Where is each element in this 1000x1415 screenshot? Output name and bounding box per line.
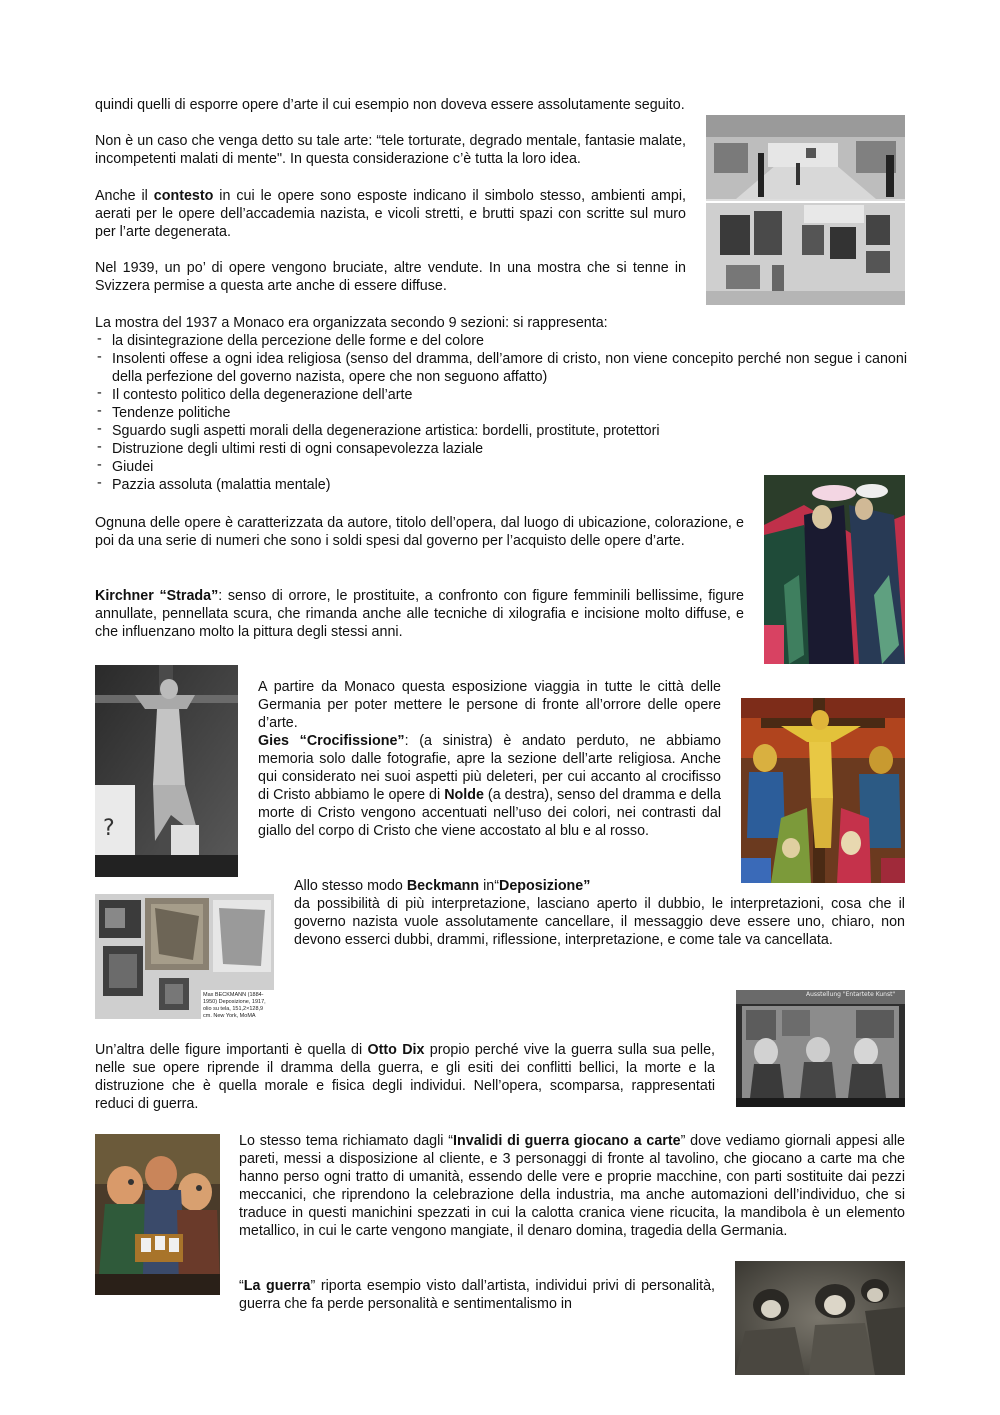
paragraph-1: quindi quelli di esporre opere d’arte il cui esempio non doveva essere assolutamente seguito. [95,97,685,113]
paragraph-beckmann-2: da possibilità di più interpretazione, lasciano aperto il dubbio, le interpretazioni, cosa che il governo nazista vuole assolutamente cancellare, il messaggio deve essere uno, chiaro, non devono esserci dubbi, drammi, riflessione, interpretazione, e come tale va cancellata. [294,896,905,948]
title-kirchner: Kirchner “Strada” [95,588,219,604]
list-item: - Distruzione degli ultimi resti di ogni consapevolezza laziale [95,440,907,458]
list-item: - Pazzia assoluta (malattia mentale) [95,476,907,494]
paragraph-beckmann-1: Allo stesso modo Beckmann in“Deposizione” [294,878,591,894]
keyword-contesto: contesto [153,188,214,204]
keyword-nolde: Nolde [444,787,484,803]
title-deposizione: Deposizione” [499,878,591,894]
otto-dix-reduci-photo [736,990,905,1107]
paragraph-la-guerra: “La guerra” riporta esempio visto dall’artista, individui privi di personalità, guerra che fa perde personalità e sentimentalismo in [239,1278,715,1312]
paragraph-1939: Nel 1939, un po’ di opere vengono bruciate, altre vendute. In una mostra che si tenne in Svizzera permise a questa arte anche di essere diffuse. [95,260,686,294]
title-gies: Gies “Crocifissione” [258,733,405,749]
paragraph-otto-dix: Un’altra delle figure importanti è quella di Otto Dix propio perché vive la guerra sulla sua pelle, nelle sue opere riprende il dramma della guerra, e gli esiti dei conflitti bellici, la morte e la distruzione che è quella morale e fisica degli individui. Nell’opera, scomparsa, rappresentati reduci di guerra. [95,1042,715,1112]
kirchner-strada-painting [764,475,905,664]
title-la-guerra: La guerra [243,1278,311,1294]
list-item: - la disintegrazione della percezione delle forme e del colore [95,332,907,350]
paragraph-monaco: A partire da Monaco questa esposizione viaggia in tutte le città delle Germania per poter mettere le persone di fronte all’orrore delle opere d’arte. [258,679,721,731]
paragraph-opere: Ognuna delle opere è caratterizzata da autore, titolo dell’opera, dal luogo di ubicazione, colorazione, e poi da una serie di numeri che sono i soldi spesi dal governo per l’acquisto delle opere d’arte. [95,515,744,549]
gies-crocifissione-photo [95,665,238,877]
paragraph-contesto: Anche il contesto in cui le opere sono esposte indicano il simbolo stesso, ambienti ampi, aerati per le opere dell’accademia nazista, e vicoli stretti, e brutti spazi con scritte sul muro per l’arte degenerata. [95,188,686,240]
list-item: - Tendenze politiche [95,404,907,422]
paragraph-gies: Gies “Crocifissione”: (a sinistra) è andato perduto, ne abbiamo memoria solo dalle fotografie, apre la sezione dell’arte religiosa. Anche qui considerato nei suoi aspetti più deleteri, per cui accanto al crocifisso di Cristo abbiamo le opere di Nolde (a destra), senso del dramma e della morte di Cristo vengono accentuati nell’uso dei colori, nei contrasti dal giallo del corpo di Cristo che viene accostato al blu e al rosso. [258,733,722,839]
beckmann-caption: Max BECKMANN (1884-1950) Deposizione, 1917, olio su tela, 151,2×128,9 cm. New York, MoMA [203,992,266,1019]
sections-list [95,332,907,494]
paragraph-kirchner: Kirchner “Strada”: senso di orrore, le prostituite, a confronto con figure femminili bellissime, figure annullate, pennellata scura, che rimanda anche alle tecniche di xilografia e incisione molto diffuse, e che influenzano molto la pittura degli stessi anni. [95,588,744,640]
exhibition-photo [706,115,905,305]
paragraph-invalidi: Lo stesso tema richiamato dagli “Invalidi di guerra giocano a carte” dove vediamo giornali appesi alle pareti, messi a disposizione al cliente, e 3 personaggi di fronte al tavolino, che giocano a carte ma che hanno perso ogni tratto di umanità, essendo delle vere e proprie macchine, con parti sostituite dai pezzi meccanici, che riprendono la celebrazione della industria, ma anche automazioni dell’individuo, che si traduce in questi manichini spezzati in cui la calotta cranica viene ricucita, la mandibola è un elemento metallico, in cui le carte vengono mangiate, il denaro domina, tragedia della Germania. [239,1133,905,1239]
title-invalidi: Invalidi di guerra giocano a carte [453,1133,681,1149]
invalidi-di-guerra-painting [95,1134,220,1295]
list-item: - Sguardo sugli aspetti morali della degenerazione artistica: bordelli, prostitute, protettori [95,422,907,440]
list-item: - Giudei [95,458,907,476]
la-guerra-etching [735,1261,905,1375]
list-item: - Insolenti offese a ogni idea religiosa (senso del dramma, dell’amore di cristo, non viene concepito perché non segue i canoni della perfezione del governo nazista, opere che non seguono affatto) [95,350,907,386]
exhibition-sign-text: Ausstellung "Entartete Kunst" [806,991,896,998]
keyword-beckmann: Beckmann [406,878,480,894]
list-item: - Il contesto politico della degenerazione dell’arte [95,386,907,404]
svg-text:?: ? [103,816,115,841]
keyword-otto-dix: Otto Dix [367,1042,425,1058]
nolde-crocifissione-painting [741,698,905,883]
paragraph-mostra: La mostra del 1937 a Monaco era organizzata secondo 9 sezioni: si rappresenta: [95,315,608,331]
beckmann-deposizione-photo [95,894,274,1019]
paragraph-2: Non è un caso che venga detto su tale arte: “tele torturate, degrado mentale, fantasie malate, incompetenti malati di mente". In questa considerazione c’è tutta la loro idea. [95,133,686,167]
